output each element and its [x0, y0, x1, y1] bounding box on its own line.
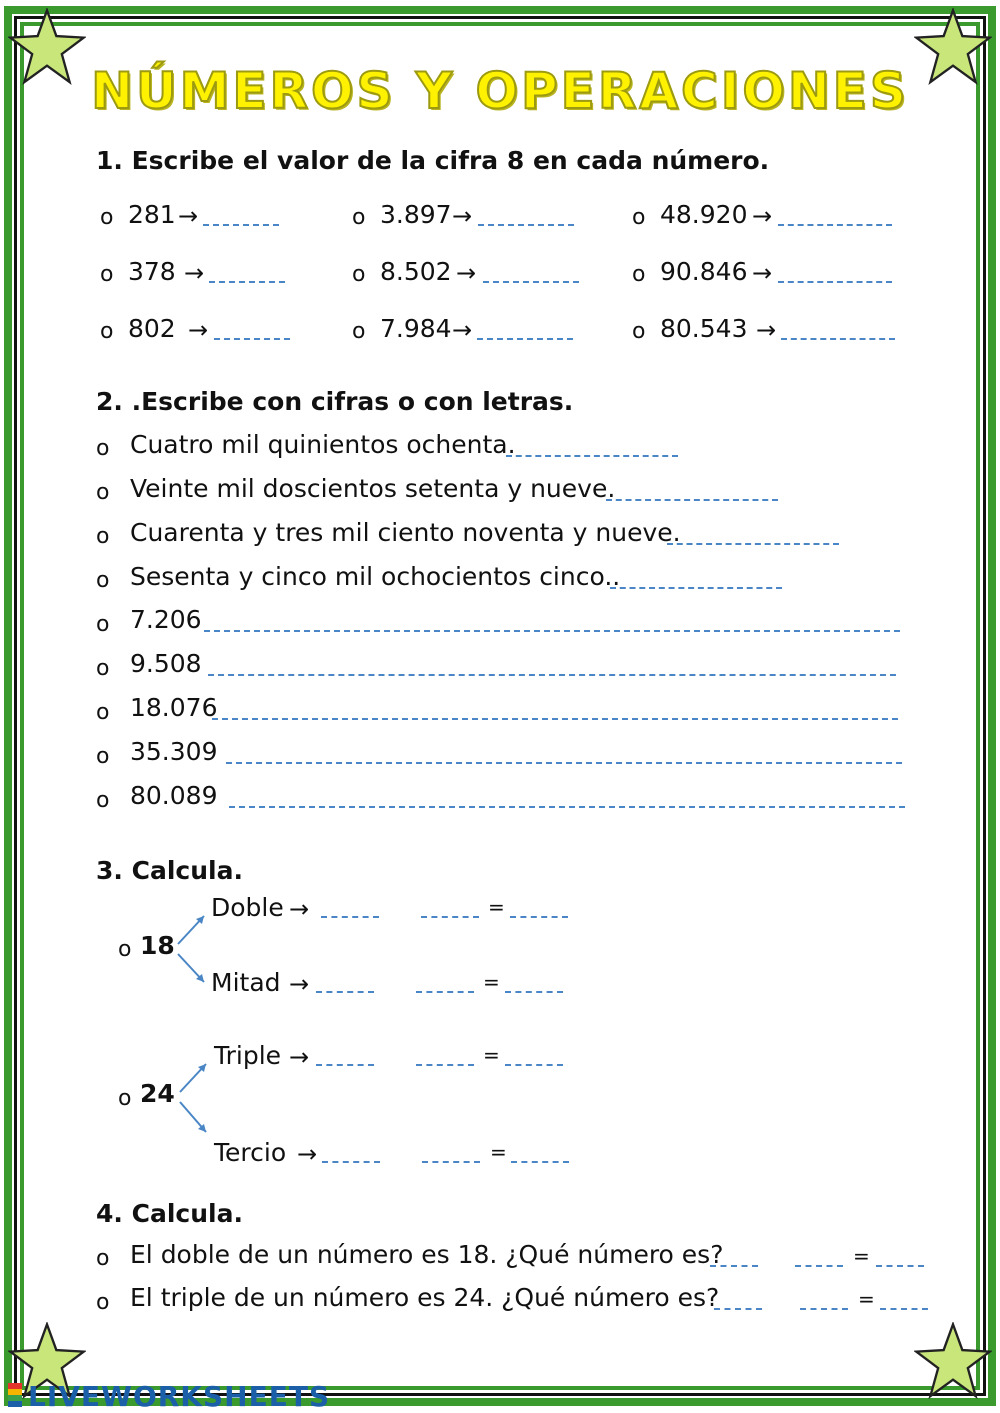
equals-sign: =: [483, 1043, 500, 1067]
bullet: o: [632, 205, 646, 230]
answer-blank[interactable]: [483, 281, 579, 283]
answer-blank[interactable]: [511, 1161, 569, 1163]
equals-sign: =: [490, 1140, 507, 1164]
arrow-icon: →: [289, 1043, 310, 1071]
bullet: o: [632, 319, 646, 344]
answer-blank[interactable]: [422, 1161, 480, 1163]
answer-blank[interactable]: [209, 281, 285, 283]
arrow-icon: →: [452, 202, 473, 230]
arrow-icon: →: [289, 895, 310, 923]
list-item: 9.508: [130, 649, 202, 678]
bullet: o: [352, 262, 366, 287]
answer-blank[interactable]: [800, 1308, 848, 1310]
equals-sign: =: [853, 1244, 870, 1268]
arrow-icon: →: [297, 1140, 318, 1168]
bullet: o: [96, 656, 110, 681]
answer-blank[interactable]: [510, 916, 568, 918]
base-number: 24: [140, 1079, 175, 1108]
bullet: o: [96, 524, 110, 549]
answer-blank[interactable]: [208, 674, 896, 676]
branch-label: Tercio: [214, 1138, 287, 1167]
list-item: 80.089: [130, 781, 218, 810]
bullet: o: [96, 744, 110, 769]
answer-blank[interactable]: [416, 1064, 474, 1066]
answer-blank[interactable]: [667, 543, 839, 545]
answer-blank[interactable]: [505, 991, 563, 993]
list-item: Veinte mil doscientos setenta y nueve.: [130, 474, 616, 503]
answer-blank[interactable]: [316, 1064, 374, 1066]
answer-blank[interactable]: [477, 338, 573, 340]
number-value: 378: [128, 257, 176, 286]
arrow-icon: →: [456, 259, 477, 287]
branch-label: Triple: [214, 1041, 282, 1070]
answer-blank[interactable]: [204, 630, 900, 632]
section-3-heading: 3. Calcula.: [96, 856, 243, 885]
arrow-icon: →: [752, 259, 773, 287]
answer-blank[interactable]: [416, 991, 474, 993]
bullet: o: [100, 205, 114, 230]
answer-blank[interactable]: [478, 224, 574, 226]
answer-blank[interactable]: [778, 281, 892, 283]
bullet: o: [96, 480, 110, 505]
answer-blank[interactable]: [710, 1265, 758, 1267]
bullet: o: [118, 1086, 132, 1111]
star-icon: [914, 1322, 992, 1400]
answer-blank[interactable]: [880, 1308, 928, 1310]
answer-blank[interactable]: [876, 1265, 924, 1267]
arrow-icon: →: [756, 316, 777, 344]
number-value: 802: [128, 314, 176, 343]
answer-blank[interactable]: [421, 916, 479, 918]
arrow-icon: →: [289, 970, 310, 998]
section-4-heading: 4. Calcula.: [96, 1199, 243, 1228]
branch-arrows-icon: [174, 908, 214, 988]
list-item: 35.309: [130, 737, 218, 766]
number-value: 3.897: [380, 200, 452, 229]
list-item: Sesenta y cinco mil ochocientos cinco..: [130, 562, 621, 591]
answer-blank[interactable]: [610, 587, 782, 589]
list-item: Cuarenta y tres mil ciento noventa y nueve.: [130, 518, 681, 547]
bullet: o: [352, 205, 366, 230]
base-number: 18: [140, 931, 175, 960]
bullet: o: [96, 436, 110, 461]
answer-blank[interactable]: [226, 762, 902, 764]
bullet: o: [96, 568, 110, 593]
answer-blank[interactable]: [214, 338, 290, 340]
bullet: o: [96, 1246, 110, 1271]
number-value: 8.502: [380, 257, 452, 286]
equals-sign: =: [858, 1287, 875, 1311]
answer-blank[interactable]: [229, 806, 905, 808]
arrow-icon: →: [178, 202, 199, 230]
bullet: o: [118, 937, 132, 962]
bullet: o: [100, 262, 114, 287]
page-title: NÚMEROS Y OPERACIONES: [91, 62, 909, 120]
branch-label: Doble: [211, 893, 284, 922]
answer-blank[interactable]: [316, 991, 374, 993]
list-item: 18.076: [130, 693, 218, 722]
answer-blank[interactable]: [795, 1265, 843, 1267]
list-item: El doble de un número es 18. ¿Qué número es?: [130, 1240, 724, 1269]
number-value: 281: [128, 200, 176, 229]
arrow-icon: →: [752, 202, 773, 230]
equals-sign: =: [488, 895, 505, 919]
answer-blank[interactable]: [322, 1161, 380, 1163]
arrow-icon: →: [452, 316, 473, 344]
answer-blank[interactable]: [781, 338, 895, 340]
list-item: 7.206: [130, 605, 202, 634]
section-1-heading: 1. Escribe el valor de la cifra 8 en cada número.: [96, 146, 770, 175]
answer-blank[interactable]: [506, 455, 678, 457]
answer-blank[interactable]: [778, 224, 892, 226]
section-2-heading: 2. .Escribe con cifras o con letras.: [96, 387, 574, 416]
bullet: o: [96, 700, 110, 725]
answer-blank[interactable]: [321, 916, 379, 918]
answer-blank[interactable]: [212, 718, 898, 720]
branch-label: Mitad: [211, 968, 281, 997]
bullet: o: [96, 612, 110, 637]
arrow-icon: →: [184, 259, 205, 287]
number-value: 48.920: [660, 200, 748, 229]
number-value: 80.543: [660, 314, 748, 343]
bullet: o: [352, 319, 366, 344]
list-item: El triple de un número es 24. ¿Qué número es?: [130, 1283, 720, 1312]
list-item: Cuatro mil quinientos ochenta.: [130, 430, 516, 459]
watermark[interactable]: LIVEWORKSHEETS: [28, 1380, 331, 1413]
answer-blank[interactable]: [203, 224, 279, 226]
branch-arrows-icon: [176, 1056, 216, 1138]
arrow-icon: →: [188, 316, 209, 344]
number-value: 90.846: [660, 257, 748, 286]
bullet: o: [100, 319, 114, 344]
liveworksheets-logo-icon: [8, 1383, 22, 1409]
number-value: 7.984: [380, 314, 452, 343]
bullet: o: [96, 1290, 110, 1315]
answer-blank[interactable]: [606, 499, 778, 501]
equals-sign: =: [483, 970, 500, 994]
bullet: o: [96, 788, 110, 813]
answer-blank[interactable]: [714, 1308, 762, 1310]
answer-blank[interactable]: [505, 1064, 563, 1066]
bullet: o: [632, 262, 646, 287]
